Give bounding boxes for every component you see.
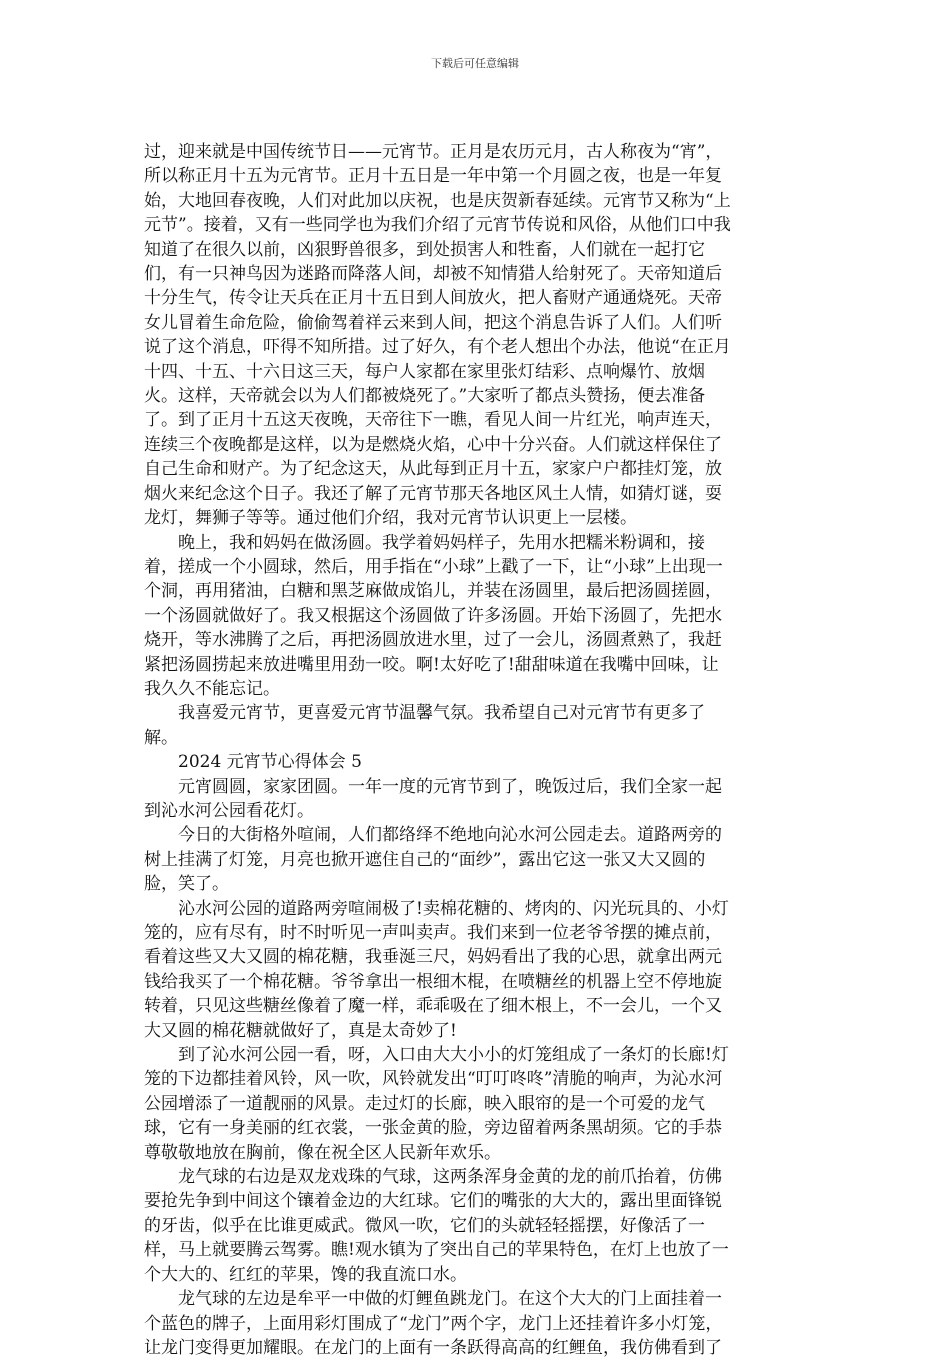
text-line: 十分生气，传令让天兵在正月十五日到人间放火，把人畜财产通通烧死。天帝	[144, 288, 722, 309]
text-line: 过，迎来就是中国传统节日——元宵节。正月是农历元月，古人称夜为“宵”，	[144, 142, 723, 162]
text-line: 到了沁水河公园一看，呀，入口由大大小小的灯笼组成了一条灯的长廊!灯	[178, 1045, 729, 1066]
text-line: 元宵圆圆，家家团圆。一年一度的元宵节到了，晚饭过后，我们全家一起	[178, 776, 722, 797]
text-line: 今日的大街格外喧闹，人们都络绎不绝地向沁水河公园走去。道路两旁的	[178, 825, 722, 846]
text-line: 树上挂满了灯笼，月亮也掀开遮住自己的“面纱”，露出它这一张又大又圆的	[144, 849, 706, 870]
text-line: 我久久不能忘记。	[144, 678, 280, 699]
text-line: 火。这样，天帝就会以为人们都被烧死了。”大家听了都点头赞扬，便去准备	[144, 386, 706, 407]
text-line: 球，它有一身美丽的红衣裳，一张金黄的脸，旁边留着两条黑胡须。它的手恭	[144, 1118, 722, 1139]
paragraph	[144, 531, 809, 702]
text-line: 个洞，再用猪油，白糖和黑芝麻做成馅儿，并装在汤圆里，最后把汤圆搓圆，	[144, 581, 722, 602]
text-line: 沁水河公园的道路两旁喧闹极了!卖棉花糖的、烤肉的、闪光玩具的、小灯	[178, 898, 729, 919]
text-line: 烧开，等水沸腾了之后，再把汤圆放进水里，过了一会儿，汤圆煮熟了，我赶	[144, 630, 722, 651]
text-line: 脸，笑了。	[144, 874, 229, 895]
text-line: 知道了在很久以前，凶狠野兽很多，到处损害人和牲畜，人们就在一起打它	[144, 239, 705, 260]
text-line: 笼的下边都挂着风铃，风一吹，风铃就发出“叮叮咚咚”清脆的响声，为沁水河	[144, 1069, 723, 1090]
text-line: 烟火来纪念这个日子。我还了解了元宵节那天各地区风土人情，如猜灯谜，耍	[144, 483, 722, 504]
text-line: 笼的，应有尽有，时不时听见一声叫卖声。我们来到一位老爷爷摆的摊点前，	[144, 923, 722, 943]
paragraph	[144, 823, 809, 896]
text-line: 让龙门变得更加耀眼。在龙门的上面有一条跃得高高的红鲤鱼，我仿佛看到了	[144, 1337, 722, 1358]
text-line: 尊敬敬地放在胸前，像在祝全区人民新年欢乐。	[144, 1142, 501, 1163]
paragraph	[144, 897, 809, 1043]
text-line: 大又圆的棉花糖就做好了，真是太奇妙了!	[144, 1020, 457, 1041]
text-line: 解。	[144, 727, 178, 748]
text-line: 了。到了正月十五这天夜晚，天帝往下一瞧，看见人间一片红光，响声连天，	[144, 410, 722, 431]
text-line: 十四、十五、十六日这三天，每户人家都在家里张灯结彩、点响爆竹、放烟	[144, 361, 705, 382]
paragraph	[144, 140, 809, 531]
text-line: 们，有一只神鸟因为迷路而降落人间，却被不知情猎人给射死了。天帝知道后	[144, 264, 722, 285]
text-line: 2024 元宵节心得体会 5	[178, 752, 362, 773]
paragraph	[144, 701, 809, 750]
text-line: 龙气球的右边是双龙戏珠的气球，这两条浑身金黄的龙的前爪抬着，仿佛	[178, 1167, 722, 1188]
text-line: 始，大地回春夜晚，人们对此加以庆祝，也是庆贺新春延续。元宵节又称为“上	[144, 190, 731, 211]
text-line: 我喜爱元宵节，更喜爱元宵节温馨气氛。我希望自己对元宵节有更多了	[178, 703, 705, 724]
text-line: 个蓝色的牌子，上面用彩灯围成了“龙门”两个字，龙门上还挂着许多小灯笼，	[144, 1313, 723, 1334]
paragraph	[144, 775, 809, 824]
text-line: 钱给我买了一个棉花糖。爷爷拿出一根细木棍，在喷糖丝的机器上空不停地旋	[144, 971, 722, 992]
text-line: 个大大的、红红的苹果，馋的我直流口水。	[144, 1264, 467, 1285]
text-line: 一个汤圆就做好了。我又根据这个汤圆做了许多汤圆。开始下汤圆了，先把水	[144, 605, 722, 626]
text-line: 晚上，我和妈妈在做汤圆。我学着妈妈样子，先用水把糯米粉调和，接	[178, 532, 705, 553]
text-line: 紧把汤圆捞起来放进嘴里用劲一咬。啊!太好吃了!甜甜味道在我嘴中回味，让	[144, 654, 719, 675]
text-line: 公园增添了一道靓丽的风景。走过灯的长廊，映入眼帘的是一个可爱的龙气	[144, 1093, 705, 1114]
text-line: 女儿冒着生命危险，偷偷驾着祥云来到人间，把这个消息告诉了人们。人们听	[144, 312, 722, 333]
paragraph	[144, 750, 809, 774]
text-line: 连续三个夜晚都是这样，以为是燃烧火焰，心中十分兴奋。人们就这样保住了	[144, 434, 722, 455]
text-line: 所以称正月十五为元宵节。正月十五日是一年中第一个月圆之夜，也是一年复	[144, 166, 722, 187]
text-line: 看着这些又大又圆的棉花糖，我垂涎三尺，妈妈看出了我的心思，就拿出两元	[144, 947, 722, 968]
text-line: 着，搓成一个小圆球，然后，用手指在“小球”上戳了一下，让“小球”上出现一	[144, 556, 723, 577]
text-line: 说了这个消息，吓得不知所措。过了好久，有个老人想出个办法，他说“在正月	[144, 337, 731, 358]
paragraph	[144, 1043, 809, 1165]
page-header: 下载后可任意编辑	[431, 57, 519, 70]
text-line: 要抢先争到中间这个镶着金边的大红球。它们的嘴张的大大的，露出里面锋锐	[144, 1191, 722, 1212]
text-line: 样，马上就要腾云驾雾。瞧!观水镇为了突出自己的苹果特色，在灯上也放了一	[144, 1240, 729, 1261]
text-line: 元节”。接着，又有一些同学也为我们介绍了元宵节传说和风俗，从他们口中我	[144, 215, 731, 236]
text-line: 到沁水河公园看花灯。	[144, 800, 314, 821]
text-line: 转着，只见这些糖丝像着了魔一样，乖乖吸在了细木根上，不一会儿，一个又	[144, 996, 722, 1017]
text-line: 龙灯，舞狮子等等。通过他们介绍，我对元宵节认识更上一层楼。	[144, 508, 637, 529]
paragraph	[144, 1165, 809, 1287]
paragraph	[144, 1287, 809, 1360]
text-line: 龙气球的左边是牟平一中做的灯鲤鱼跳龙门。在这个大大的门上面挂着一	[178, 1289, 722, 1310]
text-line: 的牙齿，似乎在比谁更威武。微风一吹，它们的头就轻轻摇摆，好像活了一	[144, 1215, 705, 1236]
text-line: 自己生命和财产。为了纪念这天，从此每到正月十五，家家户户都挂灯笼，放	[144, 459, 722, 480]
document-body	[144, 140, 809, 1360]
